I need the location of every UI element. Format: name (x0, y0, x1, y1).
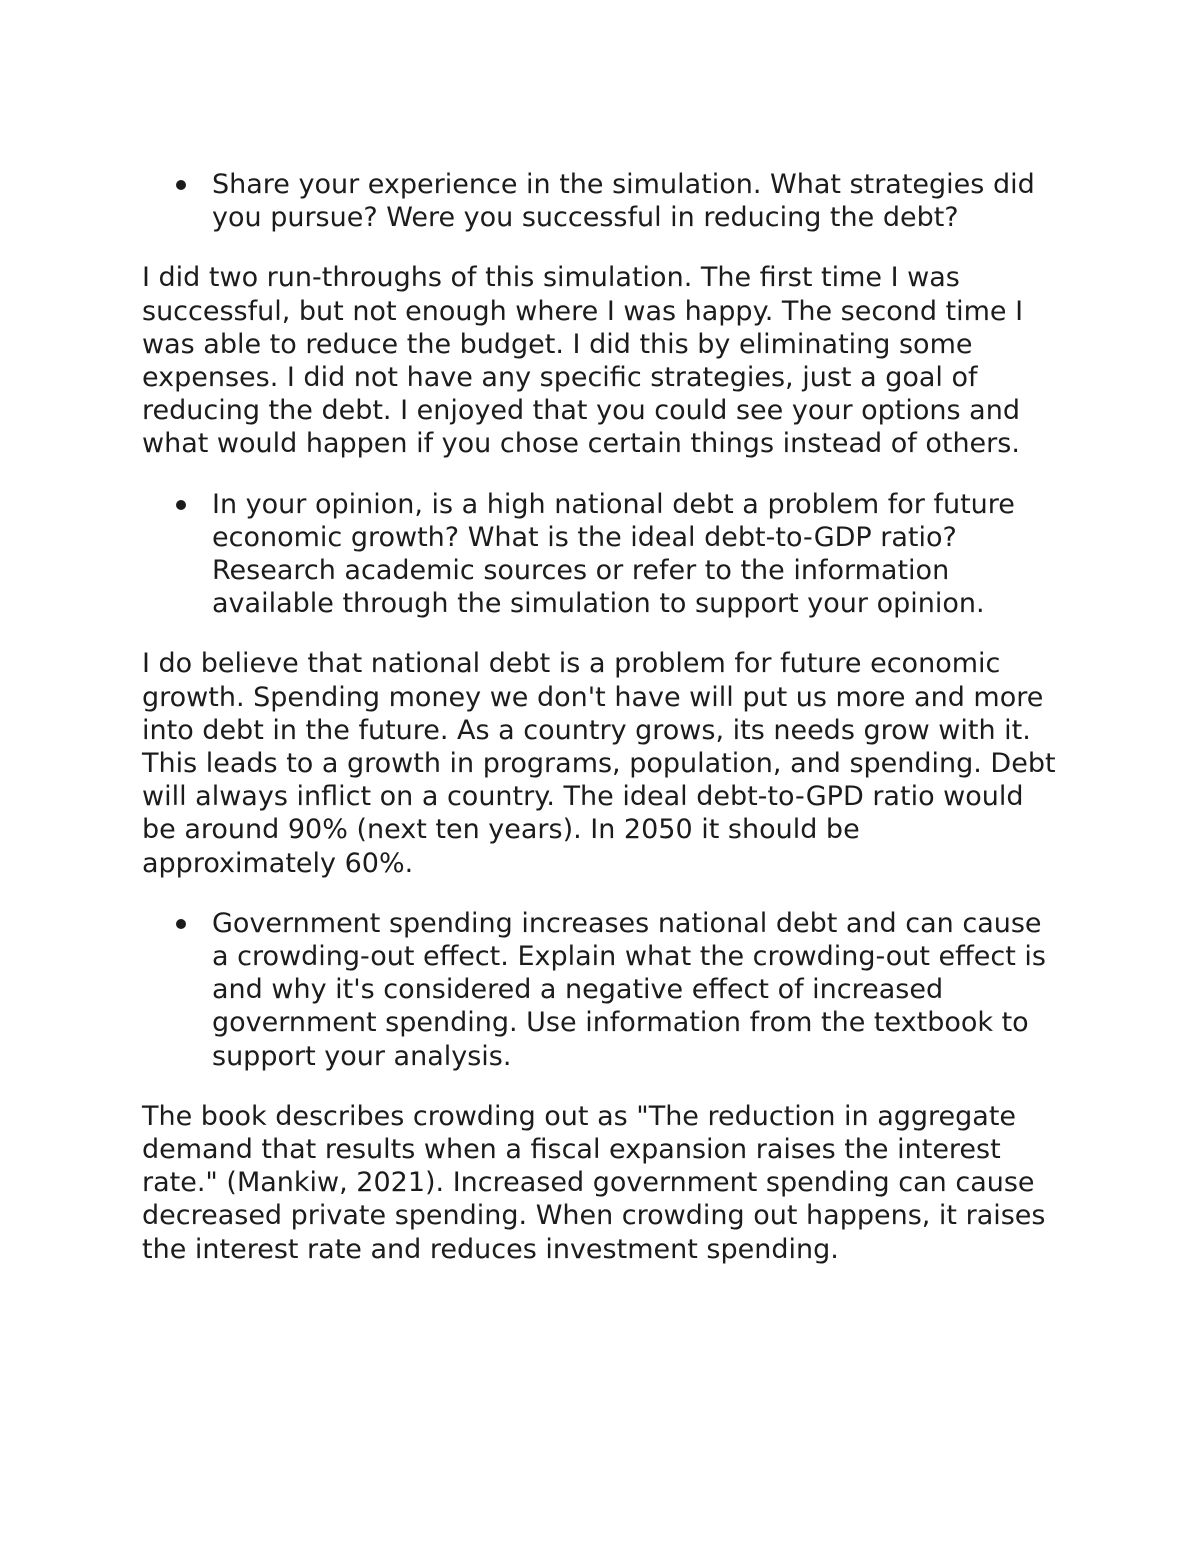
bullet-icon (176, 180, 186, 190)
question-3 (142, 907, 1062, 1073)
question-list-2 (142, 488, 1062, 621)
question-list-1 (142, 168, 1062, 234)
answer-2: I do believe that national debt is a problem for future economic growth. Spending money we don't have will put us more and more into debt in the future. As a country grows, its needs grow with it. This leads to a growth in programs, population, and spending. Debt will always inflict on a country. The ideal debt-to-GPD ratio would be around 90% (next ten years). In 2050 it should be approximately 60%. (142, 648, 1056, 879)
question-1-text: Share your experience in the simulation. What strategies did you pursue? Were you successful in reducing the debt? (212, 169, 1035, 234)
question-3-text: Government spending increases national debt and can cause a crowding-out effect. Explain what the crowding-out effect is and why it's considered a negative effect of increased government spending. Use information from the textbook to support your analysis. (212, 907, 1046, 1072)
question-2 (142, 488, 1062, 621)
answer-3: The book describes crowding out as "The reduction in aggregate demand that results when a fiscal expansion raises the interest rate." (Mankiw, 2021). Increased government spending can cause decreased private spending. When crowding out happens, it raises the interest rate and reduces investment spending. (142, 1100, 1046, 1265)
bullet-icon (176, 500, 186, 510)
bullet-icon (176, 919, 186, 929)
question-1 (142, 168, 1062, 234)
document-body (142, 168, 1062, 1293)
answer-1: I did two run-throughs of this simulation. The first time I was successful, but not enough where I was happy. The second time I was able to reduce the budget. I did this by eliminating some expenses. I did not have any specific strategies, just a goal of reducing the debt. I enjoyed that you could see your options and what would happen if you chose certain things instead of others. (142, 262, 1024, 460)
question-2-text: In your opinion, is a high national debt a problem for future economic growth? What is the ideal debt-to-GDP ratio? Research academic sources or refer to the information available through the simulation to support your opinion. (212, 488, 1015, 620)
question-list-3 (142, 907, 1062, 1073)
